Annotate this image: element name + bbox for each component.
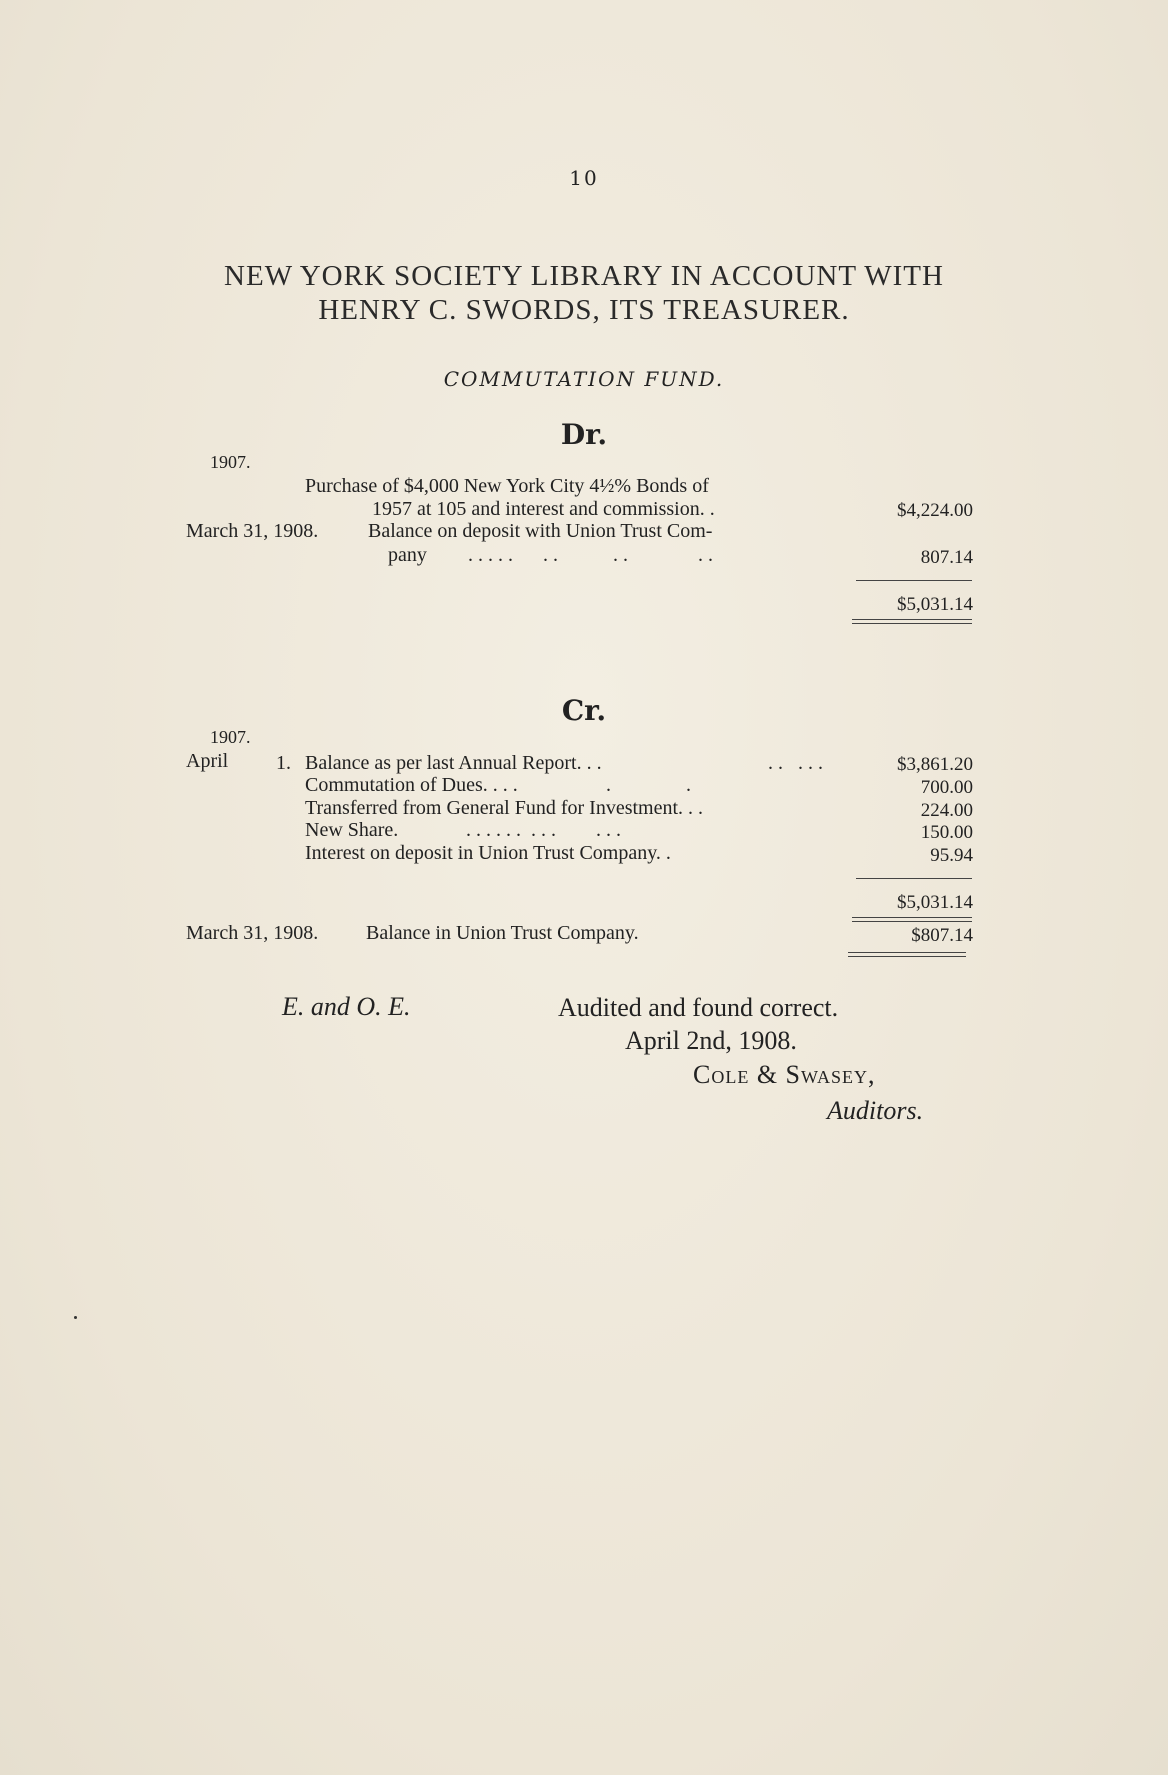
debit-total: $5,031.14 xyxy=(897,594,973,615)
credit-balance-double-rule xyxy=(848,952,966,957)
credit-entry-1-text: Balance as per last Annual Report. . . xyxy=(305,752,602,774)
credit-total: $5,031.14 xyxy=(897,892,973,913)
debit-entry-1-amount: $4,224.00 xyxy=(897,500,973,521)
auditor-firm: Cole & Swasey, xyxy=(693,1060,876,1089)
credit-balance-text: Balance in Union Trust Company. xyxy=(366,922,639,944)
credit-entry-5-amount: 95.94 xyxy=(930,845,973,866)
debit-entry-2-line-1: Balance on deposit with Union Trust Com- xyxy=(368,520,713,542)
debit-total-double-rule xyxy=(852,619,972,624)
credit-entry-4-amount: 150.00 xyxy=(920,822,973,843)
debit-entry-2-amount: 807.14 xyxy=(920,547,973,568)
debit-entry-2-line-2: pany xyxy=(388,544,427,566)
debit-entry-1-line-1: Purchase of $4,000 New York City 4½% Bonds of xyxy=(305,475,709,497)
credit-entry-2-amount: 700.00 xyxy=(920,777,973,798)
credit-label: Cr. xyxy=(561,694,607,727)
debit-subtotal-rule xyxy=(856,580,972,581)
heading-line-1: NEW YORK SOCIETY LIBRARY IN ACCOUNT WITH xyxy=(224,260,944,292)
credit-entry-2-text: Commutation of Dues. . . . xyxy=(305,774,518,796)
fund-title: COMMUTATION FUND. xyxy=(443,367,725,391)
credit-year: 1907. xyxy=(210,727,251,747)
heading-line-2: HENRY C. SWORDS, ITS TREASURER. xyxy=(318,294,850,326)
credit-balance-date: March 31, 1908. xyxy=(186,922,319,944)
auditor-title: Auditors. xyxy=(827,1096,924,1125)
credit-total-double-rule xyxy=(852,917,972,922)
credit-entry-5-text: Interest on deposit in Union Trust Company. . xyxy=(305,842,671,864)
debit-entry-2-date: March 31, 1908. xyxy=(186,520,319,542)
credit-entry-1-leader-dots: . . . . . xyxy=(768,752,823,774)
debit-year: 1907. xyxy=(210,452,251,472)
credit-month: April xyxy=(186,750,229,772)
audit-date: April 2nd, 1908. xyxy=(625,1026,797,1055)
errors-omissions-note: E. and O. E. xyxy=(282,992,411,1021)
credit-entry-2-leader-dots: . . xyxy=(606,774,691,796)
credit-day: 1. xyxy=(276,752,291,774)
debit-entry-2-leader-dots: . . . . . . . . . . . xyxy=(468,544,713,566)
credit-subtotal-rule xyxy=(856,878,972,879)
credit-balance-amount: $807.14 xyxy=(911,925,973,946)
audit-statement: Audited and found correct. xyxy=(558,993,839,1022)
credit-entry-1-amount: $3,861.20 xyxy=(897,754,973,775)
page-number: 10 xyxy=(569,166,599,190)
credit-entry-3-text: Transferred from General Fund for Investment. . . xyxy=(305,797,704,819)
paper-speck xyxy=(74,1316,77,1319)
credit-entry-4-leader-dots: . . . . . . . . . . . . xyxy=(466,819,621,841)
debit-label: Dr. xyxy=(560,418,608,451)
debit-entry-1-line-2: 1957 at 105 and interest and commission. . xyxy=(372,498,715,520)
credit-entry-4-text: New Share. xyxy=(305,819,399,841)
credit-entry-3-amount: 224.00 xyxy=(920,800,973,821)
